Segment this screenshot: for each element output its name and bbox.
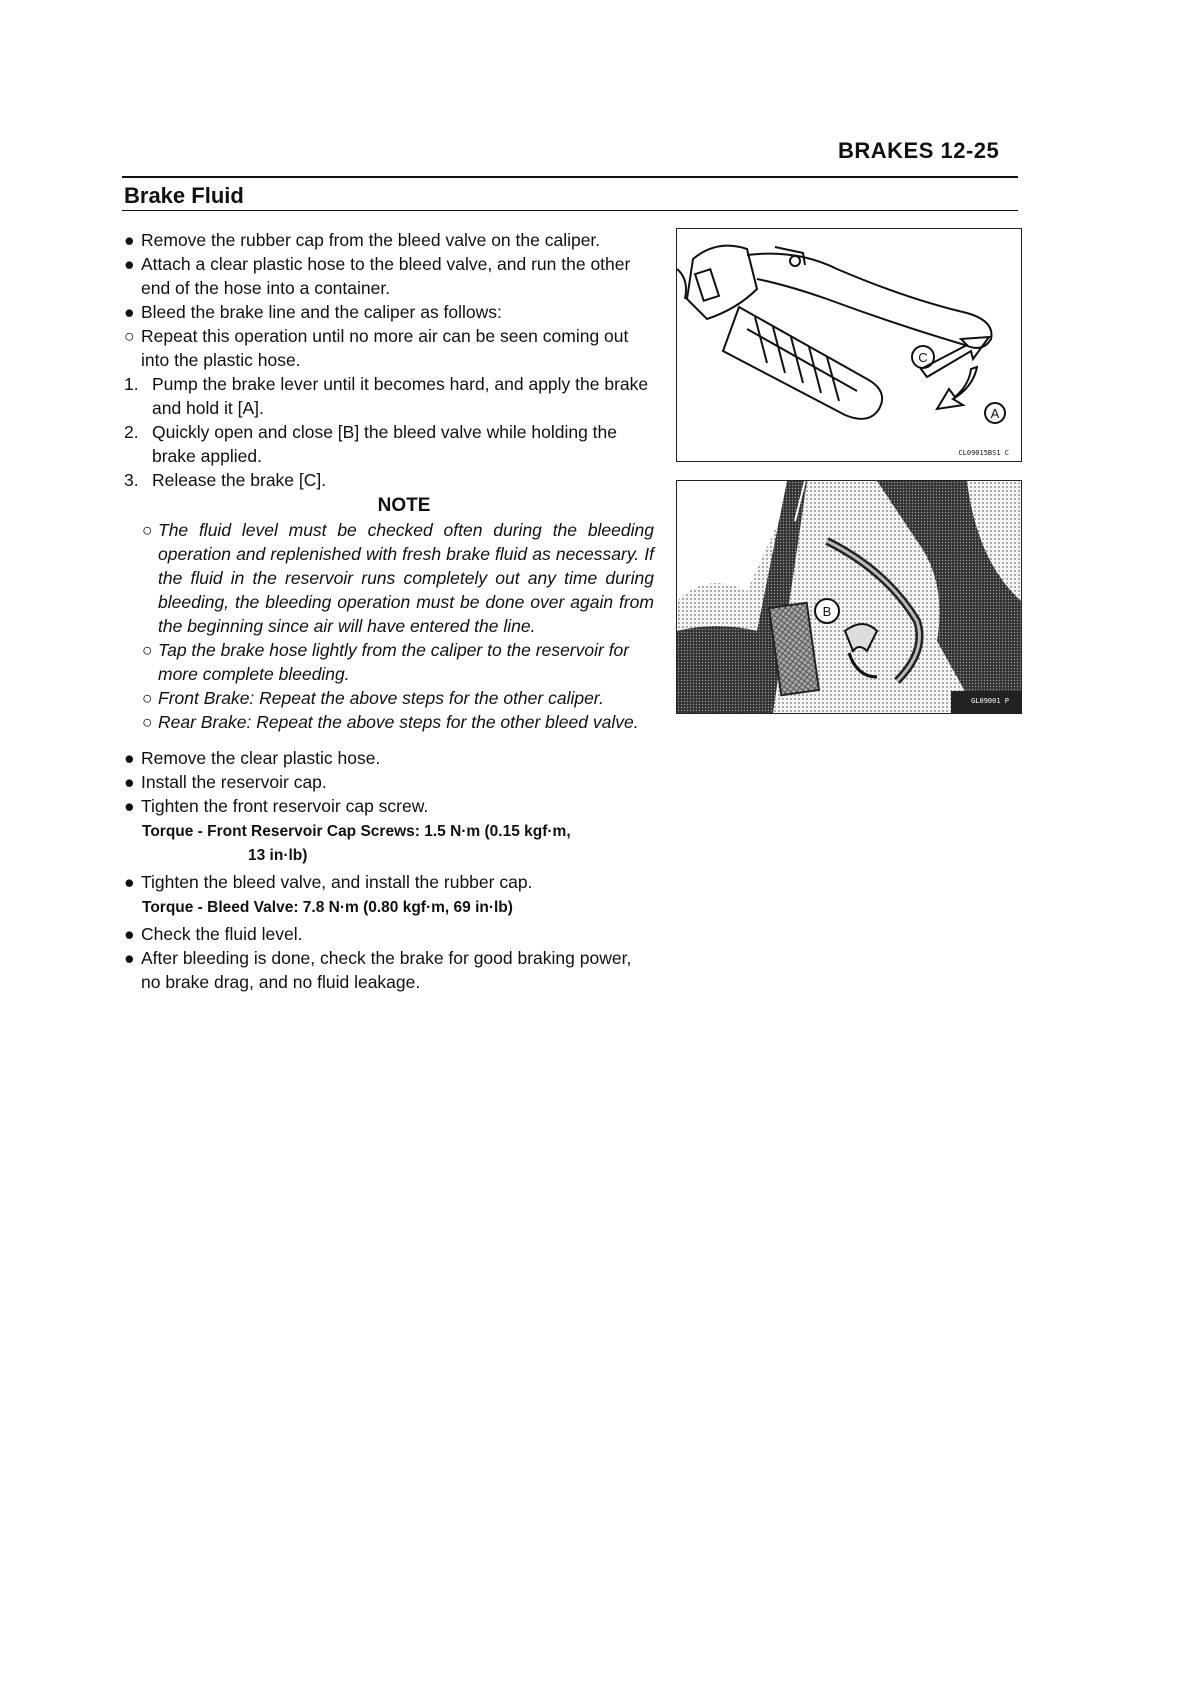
numbered-step: 1. Pump the brake lever until it becomes hard, and apply the brake and hold it [A].	[124, 374, 649, 418]
section-title: Brake Fluid	[124, 183, 244, 208]
list-item: ○ Repeat this operation until no more air can be seen coming out into the plastic hose.	[124, 326, 629, 370]
note-item: ○ Tap the brake hose lightly from the caliper to the reservoir for more complete bleeding.	[142, 640, 630, 684]
list-item: ● Tighten the bleed valve, and install the rubber cap.	[124, 872, 533, 892]
circle-bullet-icon: ○	[124, 326, 135, 346]
circle-bullet-icon: ○	[142, 712, 153, 732]
circle-bullet-icon: ○	[142, 520, 153, 540]
list-item: ● After bleeding is done, check the brake for good braking power, no brake drag, and no fluid leakage.	[124, 948, 632, 992]
list-item: ● Remove the rubber cap from the bleed valve on the caliper.	[124, 230, 601, 250]
section-rule	[122, 210, 1018, 211]
circle-bullet-icon: ○	[142, 640, 153, 660]
list-item: ● Check the fluid level.	[124, 924, 303, 944]
note-block	[142, 518, 654, 734]
list-item: ● Remove the clear plastic hose.	[124, 748, 381, 768]
bullet-icon: ●	[124, 254, 135, 274]
list-item: ● Bleed the brake line and the caliper as follows:	[124, 302, 502, 322]
note-title: NOTE	[377, 495, 431, 516]
torque-spec-front-reservoir: Torque - Front Reservoir Cap Screws: 1.5 N·m (0.15 kgf·m, 13 in·lb)	[142, 823, 571, 864]
bullet-icon: ●	[124, 872, 135, 892]
bullet-icon: ●	[124, 924, 135, 944]
bullet-icon: ●	[124, 230, 135, 250]
callout-a: A	[990, 406, 1000, 421]
note-item: ○ The fluid level must be checked often during the bleeding operation and replenished with fresh brake fluid as necessary. If the fluid in the reservoir runs completely out any time during bleeding, the bleeding operation must be done over again from the beginning since air will have entered the line.	[142, 520, 654, 636]
brake-lever-figure	[676, 228, 1022, 462]
list-item: ● Attach a clear plastic hose to the bleed valve, and run the other end of the hose into a container.	[124, 254, 631, 298]
callout-c: C	[918, 350, 928, 365]
bullet-icon: ●	[124, 748, 135, 768]
figure-code: CL09015BS1 C	[958, 449, 1009, 457]
bleed-valve-photo	[676, 480, 1022, 714]
bullet-icon: ●	[124, 772, 135, 792]
bullet-icon: ●	[124, 302, 135, 322]
text-column	[124, 228, 654, 994]
numbered-step: 3. Release the brake [C].	[124, 470, 327, 490]
figure-code: GL09001 P	[971, 697, 1009, 705]
list-item: ● Install the reservoir cap.	[124, 772, 327, 792]
header-rule	[122, 176, 1018, 178]
brake-lever-drawing	[677, 229, 1021, 461]
list-item: ● Tighten the front reservoir cap screw.	[124, 796, 429, 816]
note-item: ○ Rear Brake: Repeat the above steps for the other bleed valve.	[142, 712, 639, 732]
note-item: ○ Front Brake: Repeat the above steps for the other caliper.	[142, 688, 604, 708]
numbered-step: 2. Quickly open and close [B] the bleed valve while holding the brake applied.	[124, 422, 618, 466]
page-header: BRAKES 12-25	[838, 138, 1000, 163]
bullet-icon: ●	[124, 948, 135, 968]
bullet-icon: ●	[124, 796, 135, 816]
torque-spec-bleed-valve: Torque - Bleed Valve: 7.8 N·m (0.80 kgf·m, 69 in·lb)	[142, 899, 513, 916]
callout-b: B	[822, 604, 832, 619]
circle-bullet-icon: ○	[142, 688, 153, 708]
bleed-valve-drawing	[677, 481, 1021, 713]
